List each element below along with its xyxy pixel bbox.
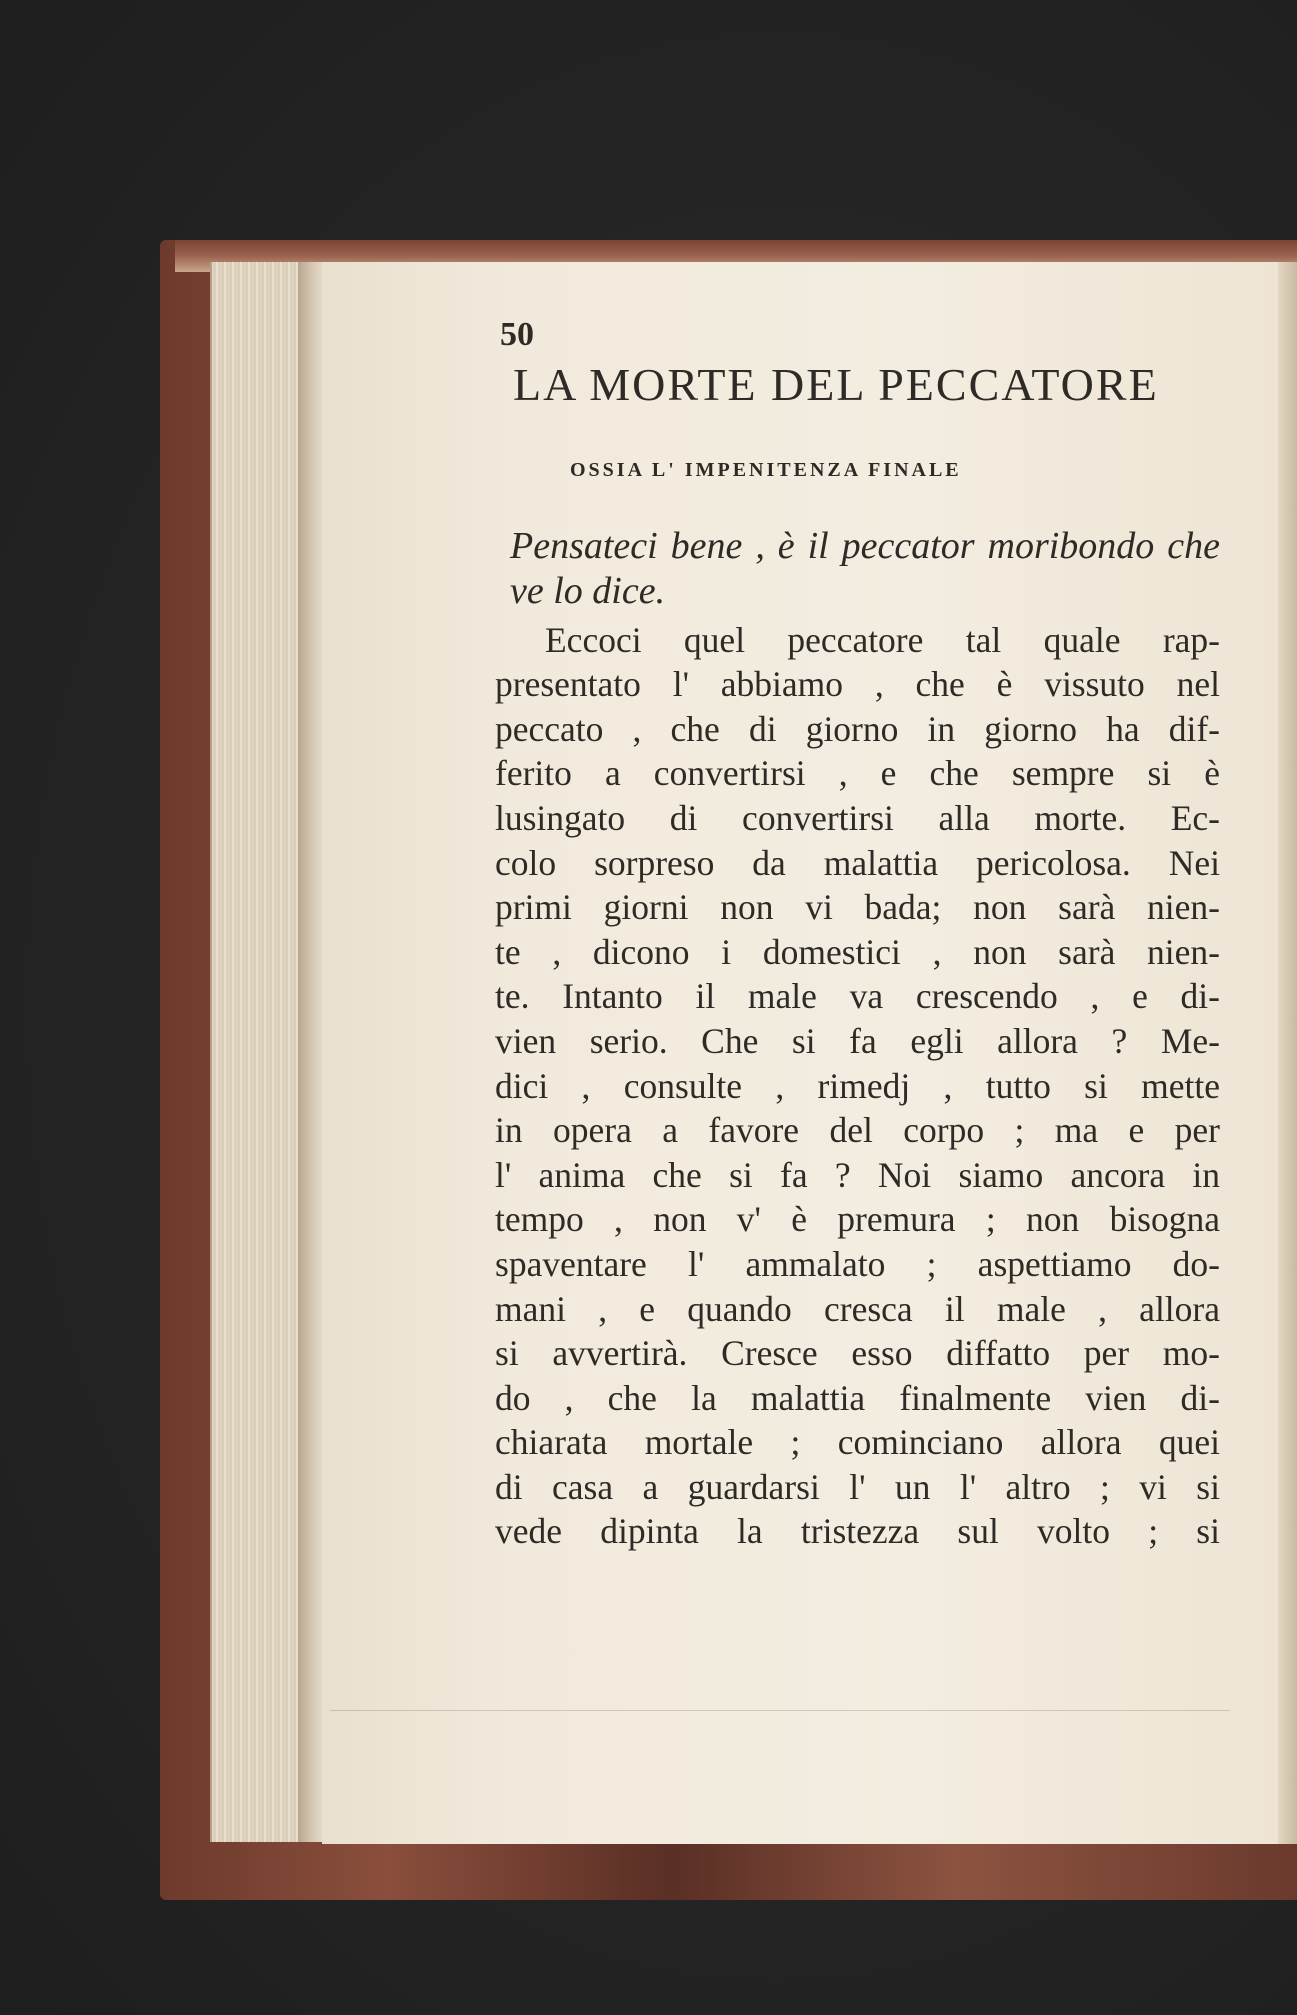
chapter-subtitle: OSSIA L' IMPENITENZA FINALE [570,458,962,481]
page-right-edge [1278,262,1297,1844]
text-line: di casa a guardarsi l' un l' altro ; vi si [495,1466,1220,1507]
text-line: vien serio. Che si fa egli allora ? Me- [495,1020,1220,1061]
epigraph: Pensateci bene , è il peccator moribondo che ve lo dice. [510,524,1220,612]
text-line: mani , e quando cresca il male , allora [495,1288,1220,1329]
text-line: Eccoci quel peccatore tal quale rap- [545,619,1220,660]
text-line: dici , consulte , rimedj , tutto si mette [495,1065,1220,1106]
text-line: in opera a favore del corpo ; ma e per [495,1110,1220,1151]
text-line: spaventare l' ammalato ; aspettiamo do- [495,1243,1220,1284]
text-line: lusingato di convertirsi alla morte. Ec- [495,797,1220,838]
text-line: l' anima che si fa ? Noi siamo ancora in [495,1154,1220,1195]
text-line: vede dipinta la tristezza sul volto ; si [495,1511,1220,1552]
page-edges [210,262,302,1842]
text-line: peccato , che di giorno in giorno ha dif- [495,708,1220,749]
text-line: tempo , non v' è premura ; non bisogna [495,1199,1220,1240]
body-text [455,618,1220,1554]
text-line: do , che la malattia finalmente vien di- [495,1377,1220,1418]
text-line: colo sorpreso da malattia pericolosa. Nei [495,842,1220,883]
page-number: 50 [500,316,534,353]
page-content [455,318,1220,1554]
text-line: presentato l' abbiamo , che è vissuto nel [495,664,1220,705]
page-gutter [298,262,324,1842]
text-line: chiarata mortale ; cominciano allora quei [495,1422,1220,1463]
page-crease [330,1710,1230,1711]
text-line: te. Intanto il male va crescendo , e di- [495,976,1220,1017]
text-line: te , dicono i domestici , non sarà nien- [495,931,1220,972]
text-line: si avvertirà. Cresce esso diffatto per mo- [495,1333,1220,1374]
text-line: ferito a convertirsi , e che sempre si è [495,753,1220,794]
text-line: primi giorni non vi bada; non sarà nien- [495,887,1220,928]
chapter-title: LA MORTE DEL PECCATORE [513,359,1159,410]
